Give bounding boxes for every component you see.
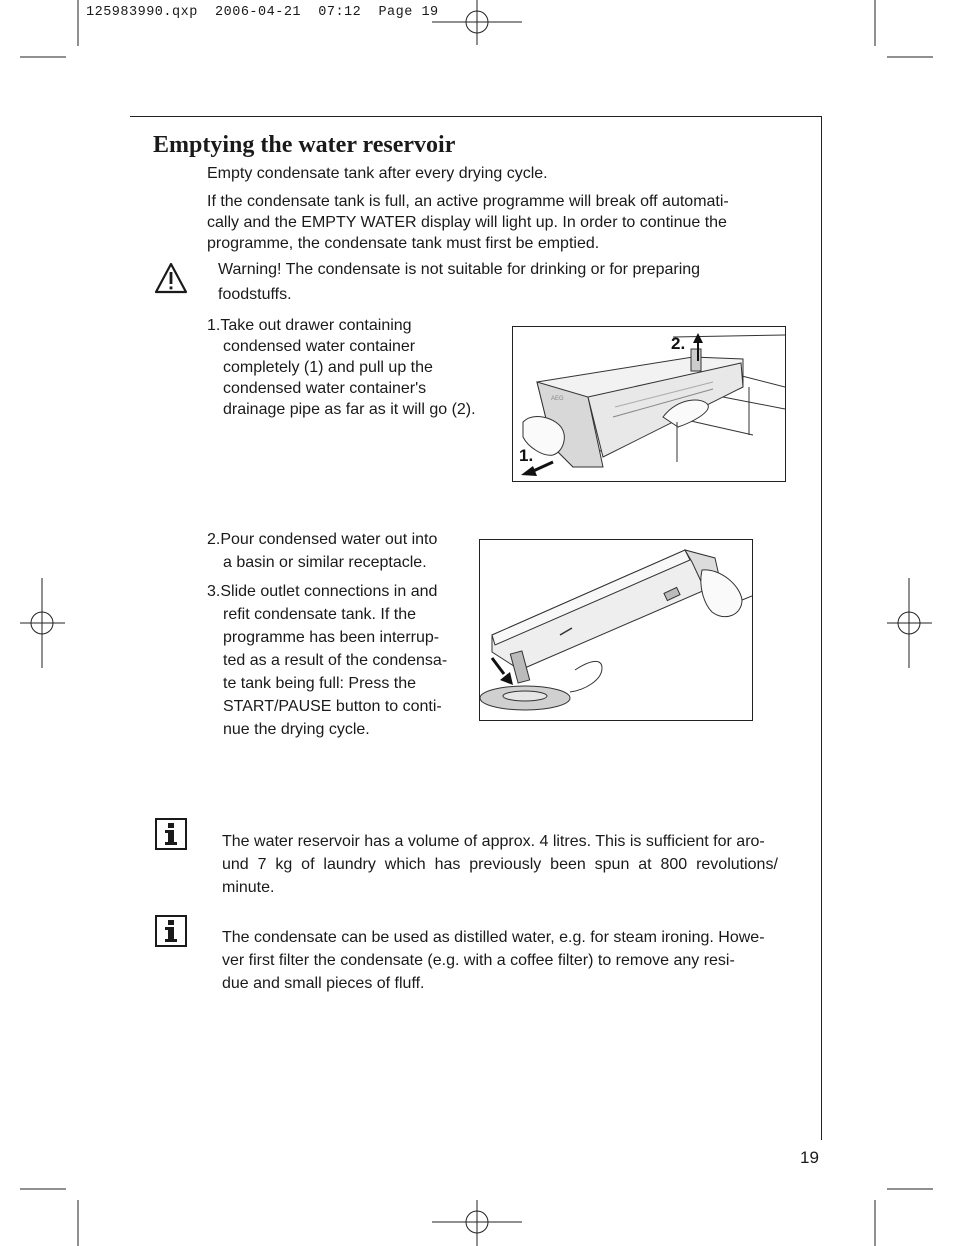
step-3-line: refit condensate tank. If the xyxy=(223,606,417,623)
figure-pouring-water xyxy=(479,539,753,721)
warning-text-1: The condensate is not suitable for drinking or for preparing xyxy=(281,261,701,278)
figure1-brand: AEG xyxy=(551,396,564,402)
step-1 xyxy=(207,315,507,420)
intro-paragraph xyxy=(207,191,729,254)
info-text-2 xyxy=(222,926,800,995)
info-2-line: The condensate can be used as distilled water, e.g. for steam ironing. Howe- xyxy=(222,929,765,946)
info-icon xyxy=(155,915,187,947)
step-3-line: START/PAUSE button to conti- xyxy=(223,698,442,715)
intro-line-2a: If the condensate tank is full, an active programme will break off automati- xyxy=(207,193,729,210)
step-2 xyxy=(207,528,477,574)
pouring-illustration xyxy=(480,540,752,720)
info-text-1 xyxy=(222,830,800,899)
step-1-line: drainage pipe as far as it will go (2). xyxy=(223,401,476,418)
right-rule xyxy=(821,116,822,1140)
top-rule xyxy=(130,116,822,117)
step-1-line: condensed water container's xyxy=(223,380,427,397)
step-2-line: a basin or similar receptacle. xyxy=(223,554,427,571)
figure1-label-1: 1. xyxy=(519,446,534,465)
step-3-line: programme has been interrup- xyxy=(223,629,440,646)
warning-text-2: foodstuffs. xyxy=(218,286,292,303)
drawer-illustration xyxy=(513,327,785,481)
step-1-line: completely (1) and pull up the xyxy=(223,359,433,376)
page-number: 19 xyxy=(800,1148,819,1167)
step-1-line: condensed water container xyxy=(223,338,416,355)
step-3-line: nue the drying cycle. xyxy=(223,721,370,738)
page-title: Emptying the water reservoir xyxy=(153,132,456,158)
info-1-line: The water reservoir has a volume of approx. 4 litres. This is sufficient for aro- xyxy=(222,833,765,850)
warning-icon xyxy=(154,262,188,294)
info-1-line: minute. xyxy=(222,879,275,896)
step-2-line: 2.Pour condensed water out into xyxy=(207,531,438,548)
intro-line-2c: programme, the condensate tank must first be emptied. xyxy=(207,235,600,252)
intro-line-2b: cally and the EMPTY WATER display will light up. In order to continue the xyxy=(207,214,727,231)
step-3-line: te tank being full: Press the xyxy=(223,675,416,692)
info-icon xyxy=(155,818,187,850)
info-1-line: und 7 kg of laundry which has previously been spun at 800 revolutions/ xyxy=(222,856,778,873)
step-1-line: 1.Take out drawer containing xyxy=(207,317,412,334)
step-3-line: ted as a result of the condensa- xyxy=(223,652,448,669)
step-3-line: 3.Slide outlet connections in and xyxy=(207,583,438,600)
info-2-line: due and small pieces of fluff. xyxy=(222,975,425,992)
figure1-label-2: 2. xyxy=(671,334,686,353)
intro-line-1: Empty condensate tank after every drying cycle. xyxy=(207,165,548,182)
warning-label: Warning! xyxy=(218,261,282,278)
info-2-line: ver first filter the condensate (e.g. with a coffee filter) to remove any resi- xyxy=(222,952,735,969)
file-slug: 125983990.qxp 2006-04-21 07:12 Page 19 xyxy=(86,5,439,20)
step-3 xyxy=(207,580,477,741)
figure-drawer-removal xyxy=(512,326,786,482)
warning-block xyxy=(218,257,700,307)
